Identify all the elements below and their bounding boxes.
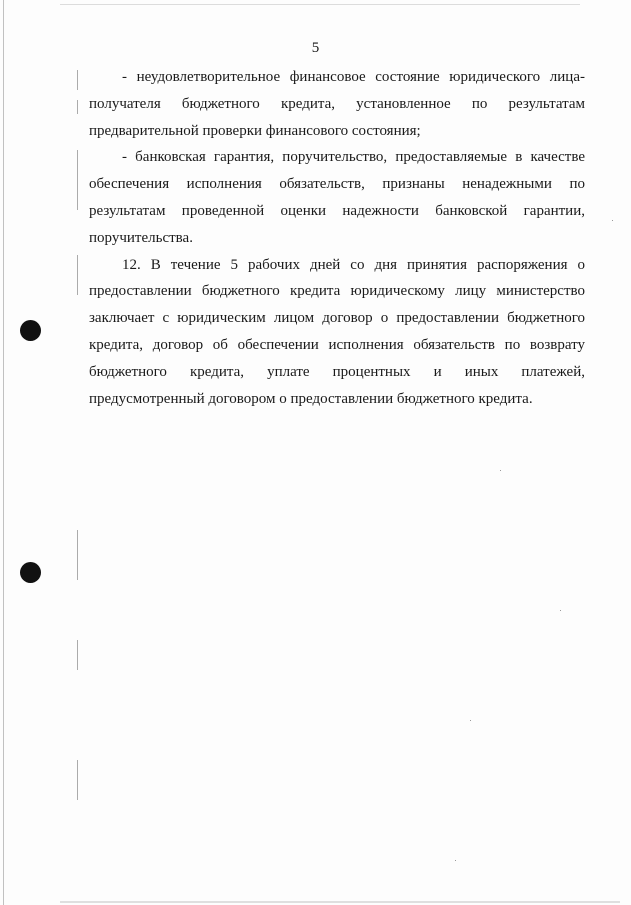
scan-speck [560,610,561,611]
binding-line [77,70,78,90]
scan-top-edge [60,4,580,5]
scan-speck [500,470,501,471]
binding-line [77,530,78,580]
scan-left-edge [3,0,4,905]
document-body [89,64,585,412]
scan-speck [455,860,456,861]
page-number: 5 [311,40,320,56]
binding-line [77,150,78,210]
binding-line [77,255,78,295]
paragraph-item-12: 12. В течение 5 рабочих дней со дня принятия распоряжения о предоставлении бюджетного кредита юридическому лицу министерство заключает с юридическим лицом договор о предоставлении бюджетного кредита, договор об обеспечении исполнения обязательств по возврату бюджетного кредита, уплате процентных и иных платежей, предусмотренный договором о предоставлении бюджетного кредита. [89,256,585,407]
binding-line [77,640,78,670]
punch-hole-bottom [20,562,41,583]
binding-line [77,760,78,800]
paragraph-bank-guarantee: - банковская гарантия, поручительство, предоставляемые в качестве обеспечения исполнения обязательств, признаны ненадежными по результатам проведенной оценки надежности банковской гарантии, поручительства. [89,149,585,246]
paragraph-financial-condition: - неудовлетворительное финансовое состояние юридического лица-получателя бюджетного кредита, установленное по результатам предварительной проверки финансового состояния; [89,69,585,139]
scan-speck [612,220,613,221]
scan-bottom-edge [60,901,620,903]
scan-speck [470,720,471,721]
binding-line [77,100,78,114]
punch-hole-top [20,320,41,341]
